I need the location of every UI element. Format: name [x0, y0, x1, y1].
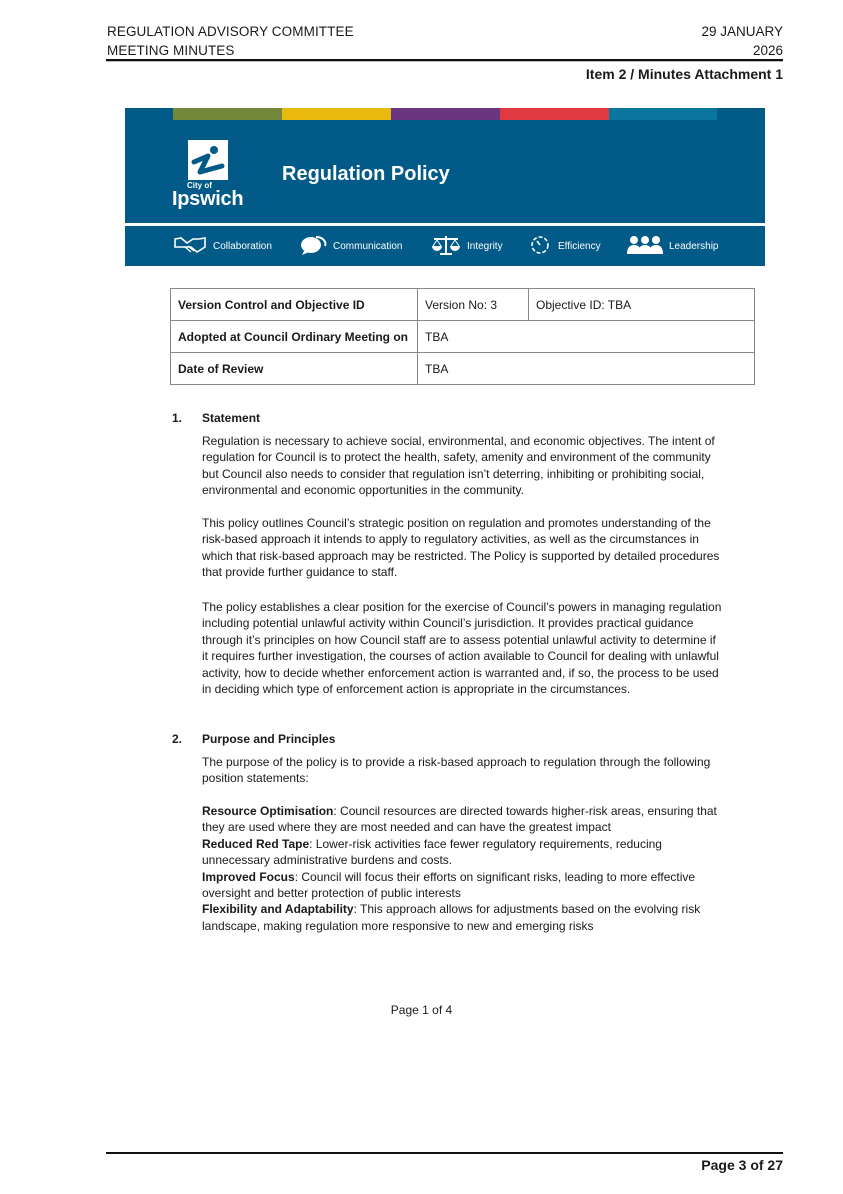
row-label: Adopted at Council Ordinary Meeting on [171, 321, 418, 353]
section-heading-statement: Statement [202, 411, 261, 425]
list-item [202, 869, 722, 902]
color-stripe-red [500, 108, 609, 120]
statement-term: Improved Focus [202, 869, 295, 884]
statement-term: Resource Optimisation [202, 804, 334, 818]
purpose-intro: The purpose of the policy is to provide a risk-based approach to regulation through the following position statements: [202, 755, 711, 786]
footer-divider [106, 1152, 783, 1154]
statement-text: : Council resources are directed towards higher-risk areas, ensuring that they are used where they are most needed and can have the greatest impact [202, 804, 717, 835]
policy-title: Regulation Policy [282, 163, 450, 185]
outer-page-number: Page 3 of 27 [701, 1157, 783, 1173]
table-row [171, 353, 755, 385]
meeting-date-line2: 2026 [752, 43, 783, 58]
color-stripe-green [173, 108, 282, 120]
objective-id: Objective ID: TBA [529, 289, 755, 321]
statement-paragraph-2: This policy outlines Council’s strategic position on regulation and promotes understanding of the risk-based approach it intends to apply to regulatory activities, as well as the circumstances in which that risk-based approach may be restricted. The Policy is supported by detailed procedures that provide further guidance to staff. [202, 516, 720, 580]
logo-mark-icon [188, 140, 228, 180]
row-label: Date of Review [171, 353, 418, 385]
speech-bubble-icon [299, 234, 333, 259]
color-stripe-blue [609, 108, 717, 120]
color-stripe-yellow [282, 108, 391, 120]
statement-text: : Lower-risk activities face fewer regulatory requirements, reducing unnecessary administrative burdens and costs. [202, 836, 662, 868]
banner-title-panel [125, 108, 765, 223]
value-collaboration [173, 226, 272, 266]
meeting-date-line1: 29 JANUARY [701, 24, 783, 39]
inner-page-number: Page 1 of 4 [390, 1003, 453, 1017]
section-number: 2. [172, 732, 183, 746]
row-label: Version Control and Objective ID [171, 289, 418, 321]
color-stripe-purple [391, 108, 500, 120]
table-row [171, 321, 755, 353]
value-label: Efficiency [558, 240, 601, 252]
people-icon [627, 235, 669, 258]
list-item [202, 901, 722, 934]
position-statements [202, 803, 722, 934]
section-number: 1. [172, 411, 183, 425]
header-left [107, 22, 354, 60]
header-divider-shadow [106, 61, 783, 62]
statement-term: Flexibility and Adaptability [202, 902, 354, 917]
committee-name: REGULATION ADVISORY COMMITTEE [107, 24, 354, 39]
date-of-review-value: TBA [418, 353, 755, 385]
value-label: Collaboration [213, 240, 272, 252]
value-label: Communication [333, 240, 403, 252]
table-row [171, 289, 755, 321]
document-type: MEETING MINUTES [107, 43, 235, 58]
version-number: Version No: 3 [418, 289, 529, 321]
value-label: Leadership [669, 240, 719, 252]
city-of-ipswich-logo [170, 140, 250, 212]
statement-paragraph-1: Regulation is necessary to achieve social, environmental, and economic objectives. The intent of regulation for Council is to protect the health, safety, amenity and environment of the community but Council also needs to consider that regulation isn’t deterring, inhibiting or prohibiting social, environmental and economic opportunities in the community. [202, 434, 715, 498]
version-control-table [170, 288, 755, 385]
statement-text: : This approach allows for adjustments based on the evolving risk landscape, making regulation more responsive to new and emerging risks [202, 902, 701, 933]
logo-city-of: City of [187, 181, 212, 190]
value-label: Integrity [467, 240, 503, 252]
handshake-icon [173, 235, 213, 258]
list-item [202, 803, 722, 836]
header-right [701, 22, 783, 60]
gear-clock-icon [528, 233, 558, 260]
section-heading-purpose: Purpose and Principles [202, 732, 336, 746]
value-leadership [627, 226, 718, 266]
attachment-label: Item 2 / Minutes Attachment 1 [585, 66, 783, 82]
logo-ipswich: Ipswich [172, 188, 244, 210]
value-efficiency [528, 226, 601, 266]
list-item [202, 836, 722, 869]
statement-text: : Council will focus their efforts on significant risks, leading to more effective oversight and better protection of public interests [202, 869, 696, 901]
adopted-meeting-value: TBA [418, 321, 755, 353]
value-communication [299, 226, 402, 266]
values-bar [125, 226, 765, 266]
scales-icon [431, 234, 467, 259]
policy-banner [125, 108, 765, 266]
statement-paragraph-3: The policy establishes a clear position for the exercise of Council’s powers in managing regulation including potential unlawful activity within Council’s jurisdiction. It provides practical guidance through it’s principles on how Council staff are to assess potential unlawful activity to determine if it requires further investigation, the courses of action available to Council for dealing with unlawful activity, how to decide whether enforcement action is warranted and, if so, the process to be used in deciding which type of enforcement action is appropriate in the circumstances. [202, 600, 722, 697]
value-integrity [431, 226, 503, 266]
statement-term: Reduced Red Tape [202, 836, 310, 851]
